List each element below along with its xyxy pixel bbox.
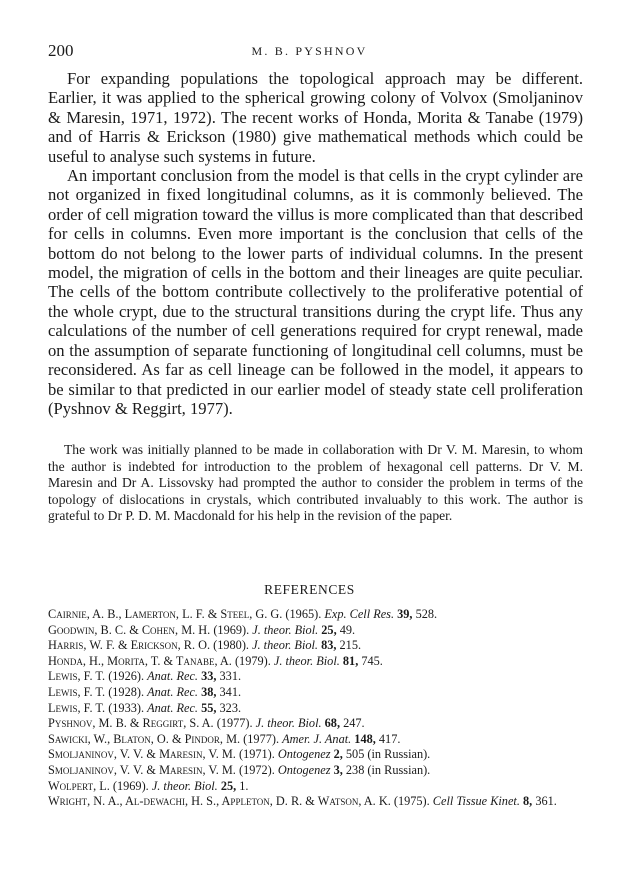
reference-volume: 55, bbox=[201, 700, 217, 715]
reference-entry bbox=[48, 701, 588, 717]
reference-year: (1933). bbox=[108, 700, 145, 715]
reference-volume: 25, bbox=[220, 778, 237, 793]
reference-pages: 49. bbox=[339, 622, 356, 637]
reference-authors: Pyshnov, M. B. & Reggirt, S. A. bbox=[48, 716, 214, 731]
reference-pages: 247. bbox=[343, 716, 365, 731]
reference-authors: Smoljaninov, V. V. & Maresin, V. M. bbox=[48, 747, 236, 762]
reference-pages: 745. bbox=[361, 653, 383, 668]
reference-pages: 341. bbox=[219, 684, 242, 699]
reference-authors: Lewis, F. T. bbox=[48, 684, 106, 699]
reference-journal: Anat. Rec. bbox=[147, 669, 198, 684]
reference-entry bbox=[48, 779, 588, 795]
reference-entry bbox=[48, 654, 588, 670]
reference-journal: J. theor. Biol. bbox=[273, 653, 340, 668]
reference-pages: 215. bbox=[339, 638, 362, 653]
reference-year: (1926). bbox=[108, 669, 145, 684]
reference-volume: 2, bbox=[333, 747, 343, 762]
reference-pages: 505 (in Russian). bbox=[345, 747, 431, 762]
reference-year: (1975). bbox=[393, 794, 430, 809]
reference-year: (1977). bbox=[243, 731, 280, 746]
reference-journal: Anat. Rec. bbox=[147, 700, 198, 715]
reference-authors: Lewis, F. T. bbox=[48, 700, 106, 715]
reference-authors: Smoljaninov, V. V. & Maresin, V. M. bbox=[48, 762, 236, 777]
reference-entry bbox=[48, 716, 588, 732]
reference-volume: 3, bbox=[333, 762, 343, 777]
reference-journal: J. theor. Biol. bbox=[252, 622, 319, 637]
reference-authors: Wright, N. A., Al-dewachi, H. S., Appleton, D. R. & Watson, A. K. bbox=[48, 794, 391, 809]
reference-volume: 83, bbox=[321, 638, 337, 653]
reference-journal: Cell Tissue Kinet. bbox=[432, 794, 520, 809]
acknowledgement: The work was initially planned to be made in collaboration with Dr V. M. Maresin, to whom the author is indebted for introduction to the problem of hexagonal cell patterns. Dr V. M. Maresin and Dr A. Lissovsky had prompted the author to consider the problem in terms of the topology of dislocations in crystals, which contributed invaluably to this work. The author is grateful to Dr P. D. M. Macdonald for his help in the revision of the paper. bbox=[48, 442, 583, 524]
page-number: 200 bbox=[48, 41, 74, 60]
reference-entry bbox=[48, 794, 588, 810]
reference-pages: 331. bbox=[219, 669, 242, 684]
reference-volume: 68, bbox=[324, 716, 341, 731]
reference-entry bbox=[48, 732, 588, 748]
reference-year: (1969). bbox=[112, 778, 149, 793]
reference-year: (1972). bbox=[238, 762, 275, 777]
reference-year: (1965). bbox=[285, 607, 322, 621]
reference-entry bbox=[48, 685, 588, 701]
reference-pages: 528. bbox=[415, 607, 438, 621]
reference-authors: Honda, H., Morita, T. & Tanabe, A. bbox=[48, 653, 232, 668]
reference-volume: 25, bbox=[321, 622, 337, 637]
reference-year: (1979). bbox=[234, 653, 271, 668]
reference-year: (1977). bbox=[216, 716, 253, 731]
reference-authors: Wolpert, L. bbox=[48, 778, 110, 793]
reference-authors: Goodwin, B. C. & Cohen, M. H. bbox=[48, 622, 211, 637]
reference-year: (1980). bbox=[213, 638, 249, 653]
reference-entry bbox=[48, 763, 588, 779]
reference-pages: 238 (in Russian). bbox=[345, 762, 431, 777]
reference-pages: 1. bbox=[239, 778, 249, 793]
reference-year: (1969). bbox=[213, 622, 250, 637]
references-heading: REFERENCES bbox=[264, 582, 355, 597]
reference-pages: 323. bbox=[219, 700, 242, 715]
reference-pages: 361. bbox=[535, 794, 557, 809]
reference-year: (1971). bbox=[238, 747, 275, 762]
reference-journal: J. theor. Biol. bbox=[151, 778, 218, 793]
reference-entry bbox=[48, 747, 588, 763]
reference-authors: Cairnie, A. B., Lamerton, L. F. & Steel, G. G. bbox=[48, 607, 283, 621]
reference-volume: 81, bbox=[342, 653, 359, 668]
reference-journal: Ontogenez bbox=[277, 747, 331, 762]
body-text bbox=[48, 69, 583, 418]
reference-entry bbox=[48, 607, 588, 623]
reference-authors: Harris, W. F. & Erickson, R. O. bbox=[48, 638, 211, 653]
reference-volume: 8, bbox=[523, 794, 533, 809]
reference-volume: 38, bbox=[201, 684, 217, 699]
reference-volume: 148, bbox=[354, 731, 376, 746]
reference-pages: 417. bbox=[378, 731, 401, 746]
reference-authors: Sawicki, W., Blaton, O. & Pindor, M. bbox=[48, 731, 241, 746]
reference-entry bbox=[48, 623, 588, 639]
reference-journal: Exp. Cell Res. bbox=[324, 607, 395, 621]
reference-list bbox=[48, 607, 588, 810]
reference-authors: Lewis, F. T. bbox=[48, 669, 106, 684]
reference-year: (1928). bbox=[108, 684, 145, 699]
running-head: M. B. PYSHNOV bbox=[251, 44, 368, 58]
reference-journal: J. theor. Biol. bbox=[255, 716, 322, 731]
body-paragraph: For expanding populations the topological approach may be different. Earlier, it was applied to the spherical growing colony of Volvox (Smoljaninov & Maresin, 1971, 1972). The recent works of Honda, Morita & Tanabe (1979) and of Harris & Erickson (1980) give mathematical methods which could be useful to analyse such systems in future. bbox=[48, 69, 583, 166]
reference-journal: Amer. J. Anat. bbox=[282, 731, 352, 746]
body-paragraph: An important conclusion from the model is that cells in the crypt cylinder are not organized in fixed longitudinal columns, as it is commonly believed. The order of cell migration toward the villus is more complicated than that described for cells in columns. Even more important is the conclusion that cells of the bottom do not belong to the lower parts of individual columns. In the present model, the migration of cells in the bottom and their lineages are quite peculiar. The cells of the bottom contribute collectively to the proliferative potential of the whole crypt, due to the structural transitions during the crypt life. Thus any calculations of the number of cell generations required for crypt renewal, made on the assumption of separate functioning of longitudinal cell columns, must be reconsidered. As far as cell lineage can be followed in the model, it appears to be similar to that predicted in our earlier model of steady state cell proliferation (Pyshnov & Reggirt, 1977). bbox=[48, 166, 583, 418]
reference-journal: Ontogenez bbox=[277, 762, 331, 777]
reference-volume: 33, bbox=[201, 669, 217, 684]
reference-journal: J. theor. Biol. bbox=[252, 638, 318, 653]
reference-entry bbox=[48, 669, 588, 685]
reference-journal: Anat. Rec. bbox=[147, 684, 198, 699]
reference-volume: 39, bbox=[397, 607, 413, 621]
reference-entry bbox=[48, 638, 588, 654]
